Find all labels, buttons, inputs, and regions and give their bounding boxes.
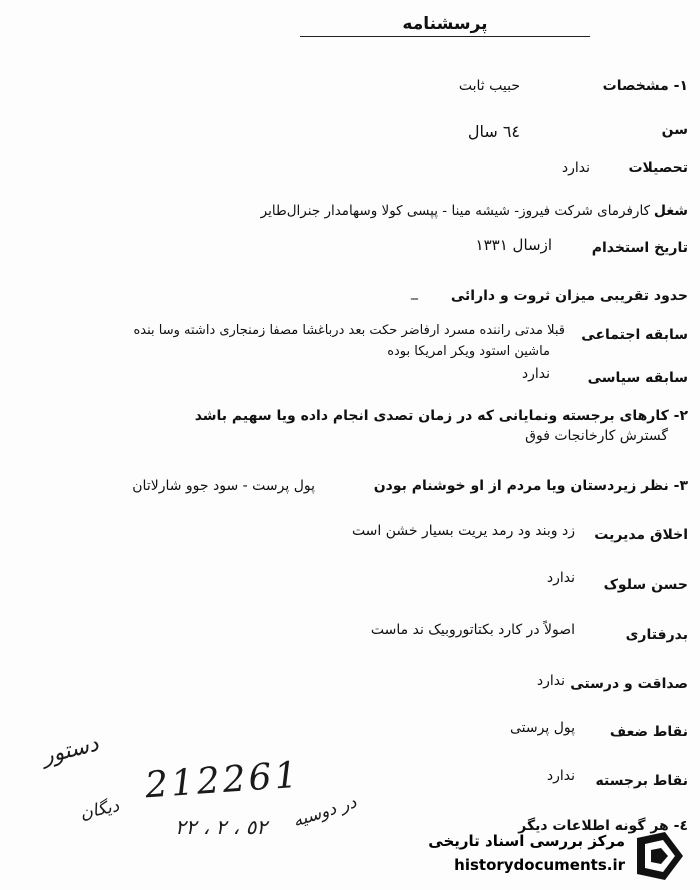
label-reputation: ٣- نظر زیردستان ویا مردم از او خوشنام بودن bbox=[373, 478, 688, 494]
label-education: تحصیلات bbox=[628, 160, 688, 176]
value-age: ٦٤ سال bbox=[467, 122, 520, 141]
value-education: ندارد bbox=[561, 160, 590, 176]
label-strengths: نقاط برجسته bbox=[595, 773, 688, 789]
value-good-conduct: ندارد bbox=[546, 570, 575, 586]
handwritten-note-middle: در دوسیه bbox=[290, 792, 359, 832]
label-hire-date: تاریخ استخدام bbox=[591, 240, 688, 256]
label-wealth: حدود تقریبی میزان ثروت و دارائی bbox=[450, 288, 688, 304]
label-achievements: ٢- کارهای برجسته ونمایانی که در زمان تصدی انجام داده ویا سهیم باشد bbox=[194, 408, 688, 424]
value-misconduct: اصولاً در کارد بکتاتوروبیک ند ماست bbox=[370, 622, 575, 638]
watermark-title: مرکز بررسی اسناد تاریخی bbox=[428, 832, 625, 850]
label-good-conduct: حسن سلوک bbox=[603, 577, 688, 593]
handwritten-note-left: دیگان bbox=[78, 796, 122, 824]
label-personal-details: ١- مشخصات bbox=[602, 78, 688, 94]
value-weaknesses: پول پرستی bbox=[510, 720, 575, 736]
label-honesty: صداقت و درستی bbox=[570, 676, 688, 692]
value-hire-date: ازسال ١٣٣١ bbox=[475, 236, 552, 254]
document-title: پرسشنامه bbox=[300, 14, 590, 37]
value-social-background: قبلا مدتی راننده مسرد ارفاضر حکت بعد درباغشا مصفا زمنجاری داشته وسا بنده bbox=[133, 323, 565, 338]
watermark bbox=[410, 826, 695, 886]
label-age: سن bbox=[661, 122, 688, 138]
label-weaknesses: نقاط ضعف bbox=[609, 724, 688, 740]
handwritten-date: ٥٢ ، ٢ ، ٢٢ bbox=[175, 815, 268, 839]
value-political: ندارد bbox=[521, 366, 550, 382]
value-social-background-2: ماشین استود ویکر امریکا بوده bbox=[387, 344, 550, 359]
value-name: حبیب ثابت bbox=[458, 78, 520, 94]
watermark-url: historydocuments.ir bbox=[454, 856, 625, 874]
label-other-info: ٤- هر گونه اطلاعات دیگر bbox=[518, 818, 688, 834]
handwritten-note-top: دستور bbox=[39, 731, 102, 770]
label-misconduct: بدرفتاری bbox=[625, 627, 688, 643]
value-strengths: ندارد bbox=[546, 768, 575, 784]
handwritten-number: 212261 bbox=[143, 754, 302, 807]
label-job: شغل bbox=[653, 203, 688, 219]
archive-logo-icon bbox=[631, 830, 689, 882]
value-reputation: پول پرست - سود جوو شارلاتان bbox=[132, 478, 315, 494]
label-political-background: سابقه سیاسی bbox=[587, 370, 688, 386]
value-honesty: ندارد bbox=[536, 673, 565, 689]
value-achievements: گسترش کارخانجات فوق bbox=[525, 428, 668, 444]
value-wealth: _ bbox=[411, 284, 418, 300]
label-social-background: سابقه اجتماعی bbox=[581, 327, 688, 343]
value-job: کارفرمای شرکت فیروز- شیشه مینا - پپسی کولا وسهامدار جنرال‌طایر bbox=[260, 203, 650, 219]
value-management: زد وبند ود رمد یریت بسیار خشن است bbox=[351, 523, 575, 539]
label-management: اخلاق مدیریت bbox=[594, 527, 688, 543]
